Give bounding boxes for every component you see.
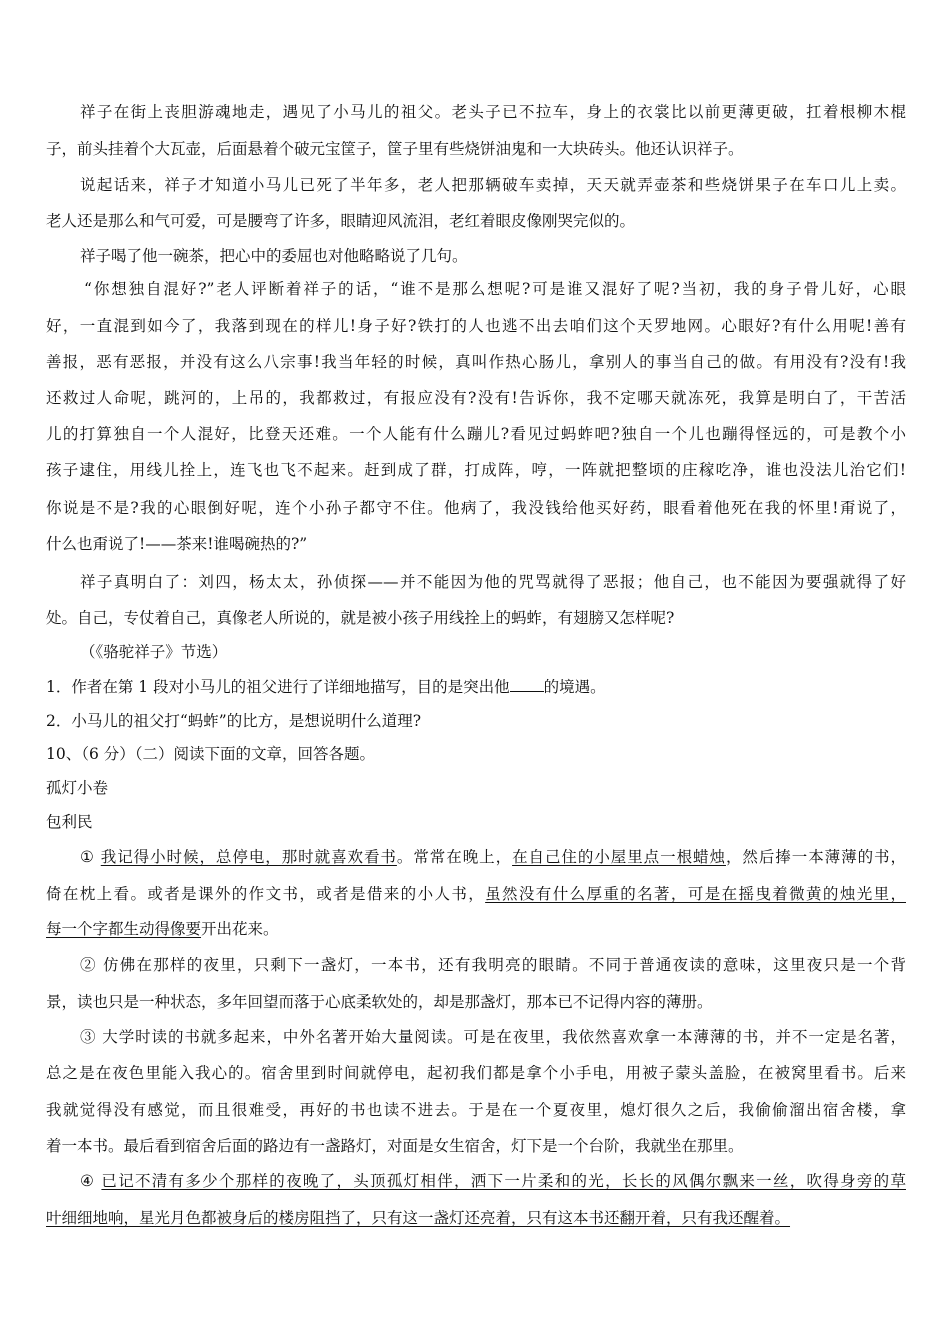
text-span: 开出花来。: [201, 920, 279, 938]
underlined-text: 虽然没有什么厚重的名著，可是在摇曳着微黄的烛光里，: [485, 885, 906, 903]
question-2: 2．小马儿的祖父打“蚂蚱”的比方，是想说明什么道理?: [46, 712, 422, 730]
question-10-heading: 10、（6 分）（二）阅读下面的文章，回答各题。: [46, 745, 376, 763]
paragraph-3-line-2: 总之是在夜色里能入我心的。宿舍里到时间就停电，起初我们都是拿个小手电，用被子蒙头盖脸，在被窝里看书。后来: [46, 1064, 906, 1082]
text-line: 子，前头挂着个大瓦壶，后面悬着个破元宝筐子，筐子里有些烧饼油鬼和一大块砖头。他还认识祥子。: [46, 140, 744, 158]
paragraph-number: ④: [80, 1172, 96, 1190]
underlined-text: 叶细细地响，星光月色都被身后的楼房阻挡了，只有这一盏灯还亮着，只有这本书还翻开着，只有我还醒着。: [46, 1209, 791, 1227]
answer-blank[interactable]: [510, 677, 544, 692]
underlined-text: 已记不清有多少个那样的夜晚了，头顶孤灯相伴，洒下一片柔和的光，长长的风偶尔飘来一丝，吹得身旁的草: [101, 1172, 906, 1190]
question-1-text: 1．作者在第 1 段对小马儿的祖父进行了详细地描写，目的是突出他: [46, 678, 510, 696]
text-line: 还救过人命呢，跳河的，上吊的，我都救过，有报应没有?没有!告诉你，我不定哪天就冻死，我算是明白了，干苦活: [46, 389, 906, 407]
paragraph-3-line-3: 我就觉得没有感觉，而且很难受，再好的书也读不进去。于是在一个夏夜里，熄灯很久之后，我偷偷溜出宿舍楼，拿: [46, 1101, 906, 1119]
paragraph-4-line-2: [46, 1208, 906, 1228]
paragraph-1-line-2: [46, 884, 906, 904]
text-span: 倚在枕上看。或者是课外的作文书，或者是借来的小人书，: [46, 885, 486, 903]
text-line: 你说是不是?我的心眼倒好呢，连个小孙子都守不住。他病了，我没钱给他买好药，眼看着他死在我的怀里!甭说了，: [46, 499, 906, 517]
text-line: 说起话来，祥子才知道小马儿已死了半年多，老人把那辆破车卖掉，天天就弄壶茶和些烧饼果子在车口儿上卖。: [80, 176, 906, 194]
underlined-text: 每一个字都生动得像要: [46, 920, 202, 938]
question-1: [46, 677, 906, 697]
paragraph-2-line-1: ② 仿佛在那样的夜里，只剩下一盏灯，一本书，还有我明亮的眼睛。不同于普通夜读的意味，这里夜只是一个背: [80, 956, 906, 974]
paragraph-number: ①: [80, 848, 95, 866]
paragraph-3-line-1: ③ 大学时读的书就多起来，中外名著开始大量阅读。可是在夜里，我依然喜欢拿一本薄薄的书，并不一定是名著，: [80, 1028, 906, 1046]
text-line: 好，一直混到如今了，我落到现在的样儿!身子好?铁打的人也逃不出去咱们这个天罗地网。心眼好?有什么用呢!善有: [46, 317, 906, 335]
text-line: 老人还是那么和气可爱，可是腰弯了许多，眼睛迎风流泪，老红着眼皮像刚哭完似的。: [46, 212, 636, 230]
paragraph-3-line-4: 着一本书。最后看到宿舍后面的路边有一盏路灯，对面是女生宿舍，灯下是一个台阶，我就坐在那里。: [46, 1137, 744, 1155]
paragraph-1-line-1: [80, 847, 906, 867]
paragraph-2-line-2: 景，读也只是一种状态，多年回望而落于心底柔软处的，却是那盏灯，那本已不记得内容的薄册。: [46, 993, 713, 1011]
text-line: 孩子逮住，用线儿拴上，连飞也飞不起来。赶到成了群，打成阵，哼，一阵就把整顷的庄稼吃净，谁也没法儿治它们!: [46, 461, 906, 479]
paragraph-4-line-1: [80, 1171, 906, 1191]
text-line: 祥子在街上丧胆游魂地走，遇见了小马儿的祖父。老头子已不拉车，身上的衣裳比以前更薄更破，扛着根柳木棍: [80, 103, 906, 121]
text-span: ，然后捧一本薄薄的书，: [725, 848, 906, 866]
underlined-text: 我记得小时候，总停电，那时就喜欢看书: [100, 848, 397, 866]
text-line: 祥子喝了他一碗茶，把心中的委屈也对他略略说了几句。: [80, 247, 468, 265]
paragraph-1-line-3: [46, 919, 906, 939]
underlined-text: 在自己住的小屋里点一根蜡烛: [512, 848, 726, 866]
text-line: “你想独自混好?”老人评断着祥子的话，“谁不是那么想呢?可是谁又混好了呢?当初，我的身子骨儿好，心眼: [84, 280, 906, 298]
article-author: 包利民: [46, 813, 93, 831]
text-line: 儿的打算独自一个人混好，比登天还难。一个人能有什么蹦儿?看见过蚂蚱吧?独自一个儿也蹦得怪远的，可是教个小: [46, 425, 906, 443]
question-1-text-end: 的境遇。: [543, 678, 606, 696]
text-line: 祥子真明白了：刘四，杨太太，孙侦探——并不能因为他的咒骂就得了恶报；他自己，也不能因为要强就得了好: [80, 573, 906, 591]
article-title: 孤灯小卷: [46, 779, 109, 797]
text-line: 处。自己，专仗着自己，真像老人所说的，就是被小孩子用线拴上的蚂蚱，有翅膀又怎样呢?: [46, 609, 675, 627]
text-line: 什么也甭说了!——茶来!谁喝碗热的?”: [46, 535, 308, 553]
source-note: （《骆驼祥子》节选）: [80, 643, 228, 661]
text-line: 善报，恶有恶报，并没有这么八宗事!我当年轻的时候，真叫作热心肠儿，拿别人的事当自己的做。有用没有?没有!我: [46, 353, 906, 371]
text-span: 。常常在晚上，: [396, 848, 513, 866]
